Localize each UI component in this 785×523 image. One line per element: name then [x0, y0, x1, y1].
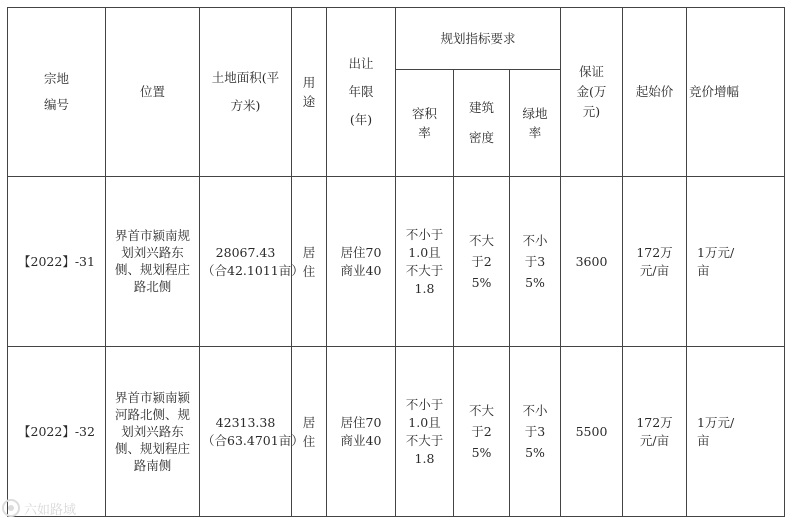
density: 不大于25% — [454, 347, 510, 517]
density: 不大于25% — [454, 177, 510, 347]
header-increment: 竞价增幅 — [687, 8, 785, 177]
header-deposit: 保证金(万元) — [561, 8, 623, 177]
area: 28067.43 （合42.1011亩） — [200, 177, 292, 347]
header-far: 容积率 — [396, 70, 454, 177]
term: 居住70 商业40 — [327, 347, 396, 517]
location: 界首市颍南颍河路北侧、规划刘兴路东侧、规划程庄路南侧 — [106, 347, 200, 517]
header-start-price: 起始价 — [623, 8, 687, 177]
header-location: 位置 — [106, 8, 200, 177]
header-term: 出让年限(年) — [327, 8, 396, 177]
term: 居住70 商业40 — [327, 177, 396, 347]
header-area: 土地面积(平方米) — [200, 8, 292, 177]
start-price: 172万元/亩 — [623, 347, 687, 517]
header-use: 用途 — [292, 8, 327, 177]
header-density: 建筑密度 — [454, 70, 510, 177]
watermark-text: 六如路域 — [24, 502, 77, 518]
land-auction-table — [7, 7, 785, 517]
header-parcel-no: 宗地编号 — [8, 8, 106, 177]
green-ratio: 不小于35% — [510, 177, 561, 347]
start-price: 172万元/亩 — [623, 177, 687, 347]
green-ratio: 不小于35% — [510, 347, 561, 517]
land-use: 居住 — [292, 177, 327, 347]
increment: 1万元/亩 — [687, 177, 785, 347]
increment: 1万元/亩 — [687, 347, 785, 517]
header-green: 绿地率 — [510, 70, 561, 177]
parcel-no: 【2022】-32 — [8, 347, 106, 517]
deposit: 5500 — [561, 347, 623, 517]
deposit: 3600 — [561, 177, 623, 347]
far: 不小于1.0且不大于1.8 — [396, 177, 454, 347]
watermark-logo-icon — [2, 499, 20, 517]
table-row — [8, 347, 785, 517]
land-use: 居住 — [292, 347, 327, 517]
far: 不小于1.0且不大于1.8 — [396, 347, 454, 517]
watermark — [2, 497, 112, 519]
area: 42313.38 （合63.4701亩） — [200, 347, 292, 517]
location: 界首市颍南规划刘兴路东侧、规划程庄路北侧 — [106, 177, 200, 347]
table-row — [8, 177, 785, 347]
header-planning: 规划指标要求 — [396, 8, 561, 70]
parcel-no: 【2022】-31 — [8, 177, 106, 347]
